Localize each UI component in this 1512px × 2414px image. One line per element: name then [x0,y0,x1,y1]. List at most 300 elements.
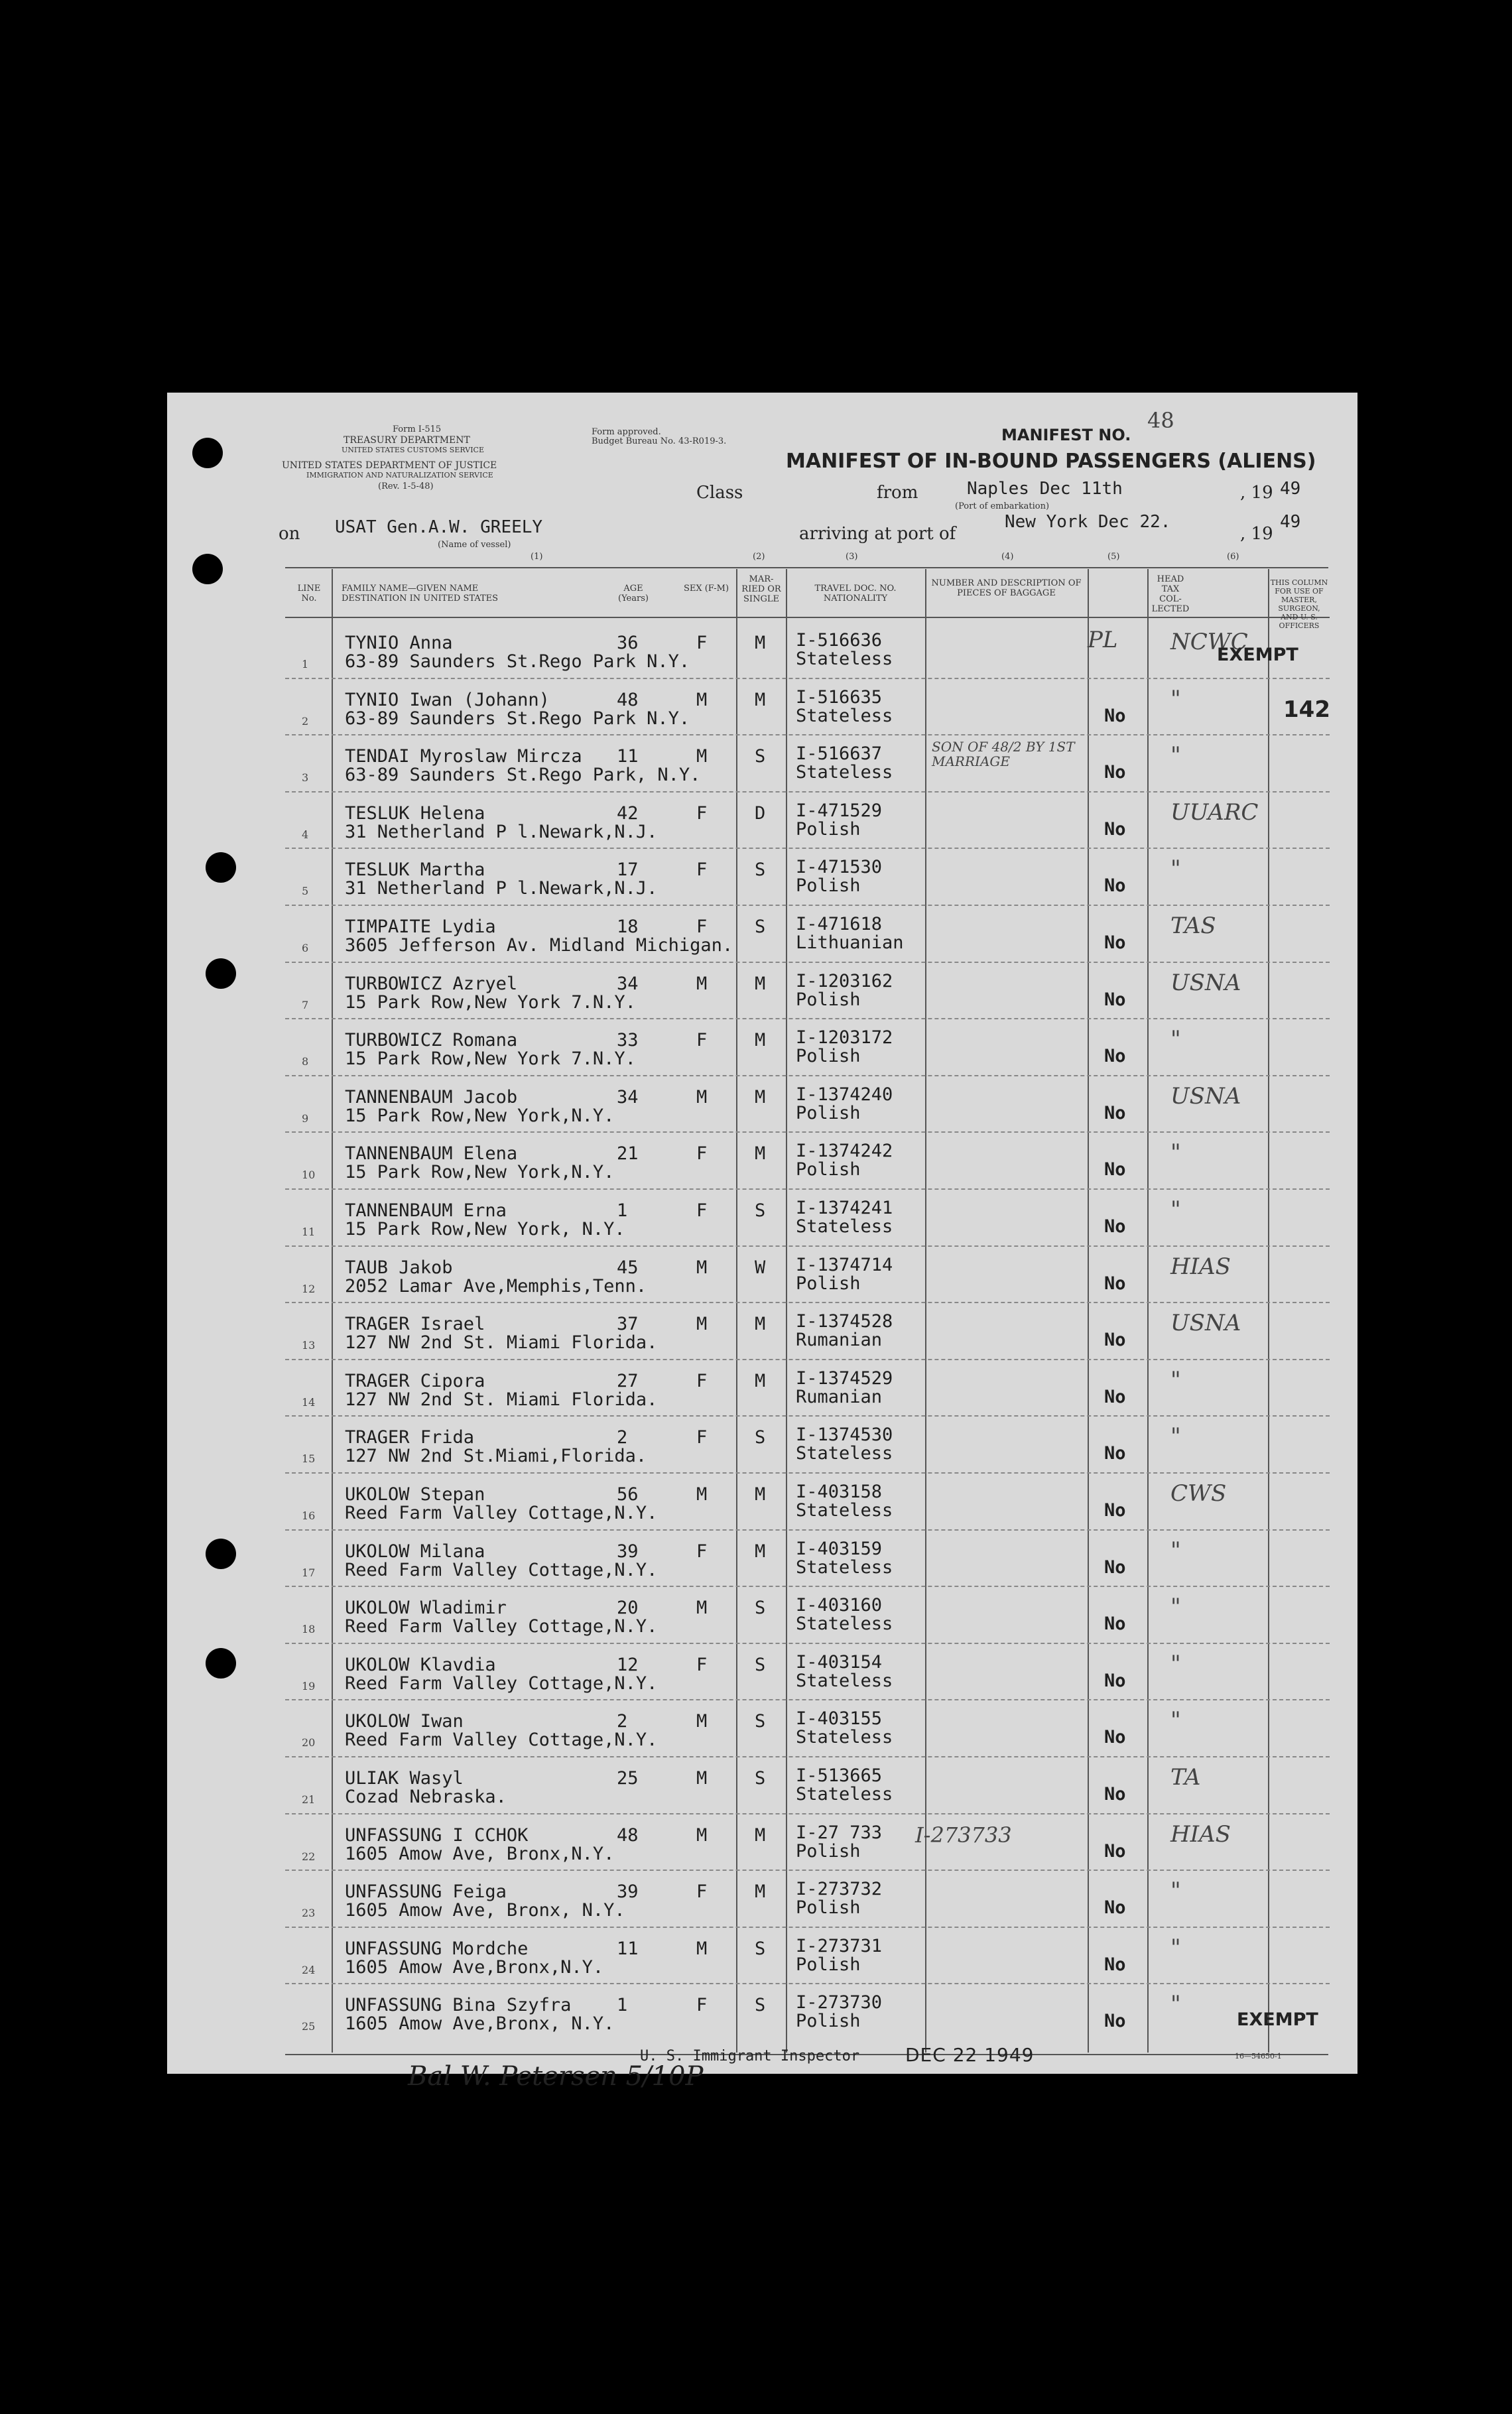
travel-doc-number: I-1374528 [796,1311,893,1332]
passenger-sex: M [696,689,708,710]
travel-doc-number: I-403158 [796,1482,883,1502]
head-tax: No [1104,818,1126,840]
destination-address: Reed Farm Valley Cottage,N.Y. [345,1616,658,1637]
passenger-sex: M [696,1938,708,1959]
row-divider [285,1472,1330,1474]
line-number: 17 [302,1566,316,1579]
passenger-name: UNFASSUNG Mordche [345,1938,529,1959]
arriving-label: arriving at port of [799,524,956,544]
destination-address: 1605 Amow Ave, Bronx, N.Y. [345,1900,625,1921]
marital-status: S [755,1711,766,1732]
passenger-name: TRAGER Cipora [345,1370,485,1391]
head-tax: No [1104,1386,1126,1407]
binder-hole [206,1648,236,1679]
form-approved: Form approved. [592,427,661,437]
destination-address: 31 Netherland P l.Newark,N.J. [345,878,658,899]
passenger-age: 17 [617,859,639,881]
passenger-sex: M [696,1257,708,1278]
passenger-sex: F [696,1143,708,1165]
passenger-age: 56 [617,1484,639,1505]
line-number: 4 [302,828,309,841]
officer-note: HIAS [1170,1253,1231,1280]
head-tax: No [1104,1784,1126,1805]
passenger-name: UNFASSUNG Feiga [345,1881,507,1903]
head-tax: No [1104,1840,1126,1862]
inspector-signature: Bal W. Petersen 5/10P [408,2061,704,2092]
line-number: 20 [302,1736,316,1749]
line-number: 15 [302,1452,316,1466]
travel-doc-number: I-403160 [796,1595,883,1616]
marital-status: M [755,1143,766,1165]
passenger-name: TYNIO Anna [345,633,453,653]
officer-note: " [1170,1139,1181,1167]
nationality: Polish [796,1273,861,1294]
inspector-label: U. S. Immigrant Inspector [640,2048,860,2065]
marital-status: S [755,1654,766,1675]
passenger-sex: F [696,859,708,881]
travel-doc-number: I-273731 [796,1935,883,1956]
marital-status: M [755,1370,766,1391]
head-tax: No [1104,1443,1126,1464]
marital-status: M [755,633,766,653]
binder-hole [206,1539,236,1569]
travel-doc-number: I-516637 [796,743,883,765]
row-divider [285,1188,1330,1190]
row-divider [285,905,1330,906]
destination-address: Reed Farm Valley Cottage,N.Y. [345,1559,658,1580]
passenger-name: UKOLOW Wladimir [345,1598,507,1619]
officer-note: HIAS [1170,1820,1231,1848]
col-header-travel: TRAVEL DOC. NO. NATIONALITY [814,584,897,604]
marital-status: S [755,1427,766,1448]
colnum-3: (3) [846,552,858,562]
nationality: Stateless [796,705,893,726]
year-embark-prefix: , 19 [1240,483,1273,503]
destination-address: Cozad Nebraska. [345,1787,507,1807]
passenger-sex: F [696,1200,708,1221]
passenger-age: 2 [617,1711,628,1732]
officer-note: CWS [1170,1480,1227,1507]
passenger-age: 20 [617,1598,639,1619]
row-divider [285,1018,1330,1019]
marital-status: S [755,1995,766,2016]
line-number: 2 [302,714,309,728]
officer-note: USNA [1170,1310,1241,1337]
row-divider [285,1131,1330,1133]
travel-doc-number: I-1374530 [796,1425,893,1446]
officer-note: " [1170,1991,1181,2018]
nationality: Polish [796,1102,861,1123]
customs-service: UNITED STATES CUSTOMS SERVICE [342,446,484,454]
passenger-name: TURBOWICZ Azryel [345,973,518,994]
marital-status: M [755,689,766,710]
head-tax: No [1104,1102,1126,1123]
passenger-age: 33 [617,1030,639,1051]
passenger-name: TENDAI Myroslaw Mircza [345,746,582,767]
passenger-sex: M [696,1086,708,1108]
passenger-age: 37 [617,1314,639,1335]
passenger-age: 27 [617,1370,639,1391]
marital-status: S [755,1768,766,1789]
officer-note: TAS [1170,913,1216,939]
destination-address: 3605 Jefferson Av. Midland Michigan. [345,935,733,956]
officer-note: TA [1170,1764,1201,1791]
destination-address: 63-89 Saunders St.Rego Park N.Y. [345,651,690,672]
colnum-6: (6) [1227,552,1239,562]
destination-address: 15 Park Row,New York 7.N.Y. [345,1048,636,1070]
nationality: Stateless [796,1670,893,1691]
nationality: Stateless [796,1216,893,1237]
nationality: Stateless [796,762,893,783]
line-number: 23 [302,1907,316,1920]
line-number: 11 [302,1226,316,1238]
marital-status: S [755,1200,766,1221]
nationality: Polish [796,1897,861,1919]
travel-doc-number: I-516635 [796,686,883,708]
marital-status: M [755,1314,766,1335]
passenger-name: UNFASSUNG I CCHOK [345,1824,529,1846]
line-number: 13 [302,1339,316,1352]
passenger-sex: M [696,746,708,767]
passenger-name: UKOLOW Milana [345,1541,485,1562]
line-number: 12 [302,1282,316,1295]
form-code: 16—54650-1 [1235,2052,1282,2061]
head-tax: No [1104,1273,1126,1294]
officer-note: " [1170,1650,1181,1677]
destination-address: 1605 Amow Ave,Bronx,N.Y. [345,1956,604,1978]
passenger-sex: F [696,1370,708,1391]
col-header-baggage: NUMBER AND DESCRIPTION OF PIECES OF BAGGAGE [931,578,1082,598]
passenger-sex: F [696,1427,708,1448]
head-tax: No [1104,1897,1126,1919]
line-number: 6 [302,942,309,954]
date-stamp: DEC 22 1949 [905,2044,1035,2066]
nationality: Rumanian [796,1330,883,1351]
passenger-sex: M [696,1768,708,1789]
row-divider [285,848,1330,849]
passenger-name: UKOLOW Klavdia [345,1654,496,1675]
head-tax: No [1104,1954,1126,1975]
travel-doc-number: I-513665 [796,1765,883,1786]
destination-address: Reed Farm Valley Cottage,N.Y. [345,1503,658,1523]
travel-doc-number: I-1203172 [796,1027,893,1048]
passenger-name: UKOLOW Iwan [345,1711,464,1732]
nationality: Polish [796,818,861,840]
travel-doc-number: I-1203162 [796,970,893,991]
col-header-married: MAR-RIED OR SINGLE [741,574,781,604]
line-number: 10 [302,1169,316,1182]
passenger-sex: M [696,1824,708,1846]
manifest-title: MANIFEST OF IN-BOUND PASSENGERS (ALIENS) [786,450,1316,473]
head-tax: No [1104,762,1126,783]
officer-note: " [1170,1423,1181,1450]
destination-address: 63-89 Saunders St.Rego Park, N.Y. [345,765,701,786]
officer-note: NCWC [1170,629,1248,655]
passenger-name: TURBOWICZ Romana [345,1030,518,1051]
officer-note: " [1170,1594,1181,1621]
destination-address: 15 Park Row,New York 7.N.Y. [345,991,636,1013]
passenger-sex: F [696,917,708,937]
line-number: 7 [302,998,309,1011]
line-number: 21 [302,1793,316,1806]
immigration-service: IMMIGRATION AND NATURALIZATION SERVICE [306,471,493,479]
nationality: Stateless [796,1556,893,1578]
line-number: 1 [302,658,309,670]
marital-status: M [755,1030,766,1051]
doc-correction-note: I-273733 [915,1822,1012,1848]
destination-address: 127 NW 2nd St. Miami Florida. [345,1332,658,1354]
travel-doc-number: I-516636 [796,630,883,651]
exempt-stamp-bottom: EXEMPT [1237,2009,1318,2030]
nationality: Polish [796,1046,861,1067]
line-number: 5 [302,885,309,898]
travel-doc-number: I-27 733 [796,1822,883,1843]
treasury-dept: TREASURY DEPARTMENT [344,435,470,446]
line-number: 8 [302,1055,309,1068]
head-tax: No [1104,932,1126,953]
travel-doc-number: I-1374529 [796,1367,893,1389]
passenger-sex: M [696,1484,708,1505]
col-header-sex: SEX (F-M) [683,584,729,594]
nationality: Polish [796,1159,861,1180]
row-divider [285,1870,1330,1871]
marital-status: W [755,1257,766,1278]
binder-hole [192,438,223,468]
passenger-age: 34 [617,1086,639,1108]
passenger-age: 39 [617,1881,639,1903]
budget-bureau: Budget Bureau No. 43-R019-3. [592,436,727,446]
colnum-1: (1) [531,552,543,562]
passenger-age: 12 [617,1654,639,1675]
marital-status: M [755,1824,766,1846]
travel-doc-number: I-273730 [796,1992,883,2013]
destination-address: 15 Park Row,New York, N.Y. [345,1219,625,1239]
year-arrival: 49 [1280,512,1301,532]
nationality: Stateless [796,649,893,669]
nationality: Polish [796,1954,861,1975]
vessel-caption: (Name of vessel) [438,540,511,550]
passenger-sex: F [696,1541,708,1562]
tax-pl-note: PL [1088,627,1118,653]
head-tax: No [1104,2011,1126,2032]
row-divider [285,1359,1330,1360]
passenger-age: 25 [617,1768,639,1789]
marital-status: S [755,746,766,767]
passenger-name: TESLUK Helena [345,802,485,824]
line-number: 9 [302,1112,309,1125]
destination-address: 127 NW 2nd St.Miami,Florida. [345,1446,647,1467]
passenger-name: UKOLOW Stepan [345,1484,485,1505]
passenger-age: 39 [617,1541,639,1562]
son-of-note: SON OF 48/2 BY 1ST MARRIAGE [932,739,1075,769]
passenger-name: TAUB Jakob [345,1257,453,1278]
passenger-age: 36 [617,633,639,653]
passenger-age: 11 [617,1938,639,1959]
passenger-sex: F [696,1654,708,1675]
passenger-age: 1 [617,1200,628,1221]
head-tax: No [1104,705,1126,726]
head-tax: No [1104,989,1126,1010]
travel-doc-number: I-403155 [796,1708,883,1730]
travel-doc-number: I-1374242 [796,1141,893,1162]
marital-status: M [755,1484,766,1505]
colnum-2: (2) [753,552,765,562]
col-header-age: AGE (Years) [618,584,649,604]
passenger-name: TYNIO Iwan (Johann) [345,689,550,710]
travel-doc-number: I-1374241 [796,1198,893,1218]
passenger-age: 34 [617,973,639,994]
passenger-sex: M [696,1314,708,1335]
nationality: Polish [796,989,861,1010]
row-divider [285,678,1330,679]
head-tax: No [1104,1614,1126,1635]
destination-address: Reed Farm Valley Cottage,N.Y. [345,1673,658,1694]
officer-note: UUARC [1170,798,1259,826]
marital-status: S [755,1938,766,1959]
passenger-sex: F [696,1881,708,1903]
nationality: Stateless [796,1443,893,1464]
marital-status: S [755,917,766,937]
passenger-name: TANNENBAUM Jacob [345,1086,518,1108]
head-tax: No [1104,1216,1126,1237]
row-divider [285,1586,1330,1587]
passenger-age: 45 [617,1257,639,1278]
line-number: 22 [302,1850,316,1863]
passenger-age: 18 [617,917,639,937]
passenger-name: TRAGER Frida [345,1427,475,1448]
row-divider [285,1415,1330,1417]
head-tax: No [1104,1500,1126,1521]
head-tax: No [1104,1046,1126,1067]
passenger-age: 48 [617,1824,639,1846]
passenger-name: TIMPAITE Lydia [345,917,496,937]
marital-status: D [755,802,766,824]
passenger-name: TESLUK Martha [345,859,485,881]
travel-doc-number: I-471530 [796,857,883,878]
destination-address: 31 Netherland P l.Newark,N.J. [345,821,658,842]
line-number: 14 [302,1395,316,1409]
officer-note: " [1170,742,1181,769]
row-divider [285,1813,1330,1814]
passenger-age: 21 [617,1143,639,1165]
vessel-name: USAT Gen.A.W. GREELY [335,517,543,537]
row-divider [285,791,1330,793]
passenger-name: TANNENBAUM Elena [345,1143,518,1165]
passenger-age: 42 [617,802,639,824]
passenger-sex: F [696,633,708,653]
nationality: Polish [796,875,861,897]
officer-note: USNA [1170,969,1241,996]
row-divider [285,1245,1330,1247]
header-rule [285,617,1330,618]
passenger-sex: F [696,1030,708,1051]
travel-doc-number: I-471618 [796,914,883,934]
destination-address: 63-89 Saunders St.Rego Park N.Y. [345,708,690,729]
officer-note: " [1170,856,1181,883]
line-number: 24 [302,1963,316,1976]
travel-doc-number: I-1374240 [796,1084,893,1105]
port-of-arrival: New York Dec 22. [1005,512,1171,532]
officer-note: " [1170,1934,1181,1961]
colnum-4: (4) [1001,552,1014,562]
row-divider [285,1302,1330,1303]
passenger-sex: F [696,1995,708,2016]
class-label: Class [696,483,743,503]
line-number: 25 [302,2020,316,2033]
col-header-tax: HEAD TAX COL-LECTED [1151,574,1190,614]
head-tax: No [1104,875,1126,897]
destination-address: Reed Farm Valley Cottage,N.Y. [345,1730,658,1751]
row-divider [285,1075,1330,1076]
nationality: Stateless [796,1500,893,1521]
head-tax: No [1104,1556,1126,1578]
nationality: Stateless [796,1614,893,1635]
marital-status: S [755,859,766,881]
binder-hole [206,852,236,883]
nationality: Stateless [796,1727,893,1748]
row-divider [285,734,1330,735]
line-number: 16 [302,1509,316,1522]
row-divider [285,1983,1330,1984]
marital-status: M [755,1086,766,1108]
page-number: 142 [1283,696,1330,723]
marital-status: M [755,1541,766,1562]
officer-note: " [1170,1707,1181,1734]
head-tax: No [1104,1670,1126,1691]
line-number: 19 [302,1679,316,1692]
manifest-number: 48 [1147,408,1174,433]
passenger-age: 11 [617,746,639,767]
year-arrival-prefix: , 19 [1240,524,1273,544]
destination-address: 1605 Amow Ave,Bronx, N.Y. [345,2013,615,2035]
form-number: Form I-515 [393,424,442,434]
passenger-age: 2 [617,1427,628,1448]
exempt-stamp-top: EXEMPT [1217,645,1298,665]
passenger-sex: M [696,1598,708,1619]
travel-doc-number: I-403154 [796,1651,883,1673]
col-header-name: FAMILY NAME—GIVEN NAME DESTINATION IN UNITED STATES [342,584,499,604]
passenger-age: 48 [617,689,639,710]
officer-note: " [1170,1877,1181,1905]
destination-address: 15 Park Row,New York,N.Y. [345,1105,615,1126]
row-divider [285,1756,1330,1757]
port-of-embarkation: Naples Dec 11th [967,479,1123,499]
marital-status: M [755,973,766,994]
binder-hole [206,958,236,989]
passenger-name: UNFASSUNG Bina Szyfra [345,1995,572,2016]
row-divider [285,962,1330,963]
travel-doc-number: I-403159 [796,1538,883,1559]
travel-doc-number: I-273732 [796,1879,883,1900]
col-header-line: LINE No. [297,584,321,604]
destination-address: 127 NW 2nd St. Miami Florida. [345,1389,658,1410]
destination-address: 2052 Lamar Ave,Memphis,Tenn. [345,1275,647,1297]
manifest-no-label: MANIFEST NO. [1001,426,1131,444]
col-header-officers-text: THIS COLUMN FOR USE OF MASTER, SURGEON, AND U. S. OFFICERS [1270,578,1328,630]
passenger-age: 1 [617,1995,628,2016]
passenger-name: ULIAK Wasyl [345,1768,464,1789]
row-divider [285,1699,1330,1700]
head-tax: No [1104,1159,1126,1180]
colnum-5: (5) [1107,552,1120,562]
officer-note: " [1170,1026,1181,1053]
officer-note: USNA [1170,1082,1241,1110]
line-number: 3 [302,771,309,785]
destination-address: 15 Park Row,New York,N.Y. [345,1162,615,1183]
nationality: Polish [796,1840,861,1862]
passenger-name: TANNENBAUM Erna [345,1200,507,1221]
destination-address: 1605 Amow Ave, Bronx,N.Y. [345,1843,615,1864]
